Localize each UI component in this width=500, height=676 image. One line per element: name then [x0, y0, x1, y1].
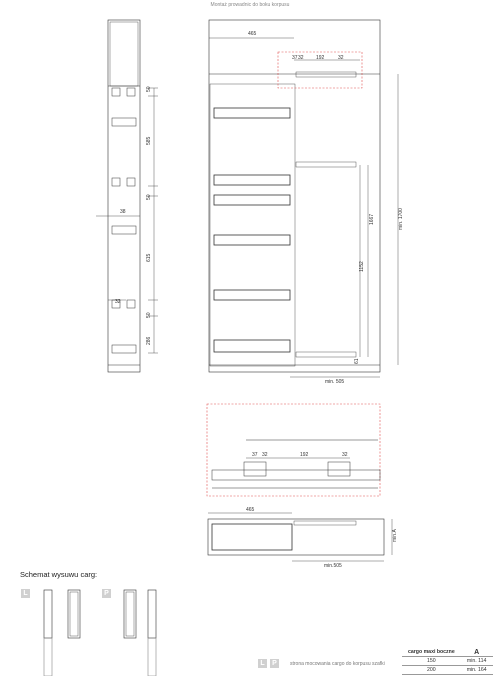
- side-dim-2: 37: [292, 55, 298, 61]
- schemat-diagram: [44, 590, 156, 676]
- front-dim-7: 50: [146, 312, 152, 318]
- schemat-right-badge: P: [102, 589, 111, 598]
- detail-frame: [207, 404, 380, 496]
- legend-badge-p: P: [270, 659, 279, 668]
- table-cell: 150: [402, 657, 461, 666]
- schemat-title: Schemat wysuwu carg:: [20, 570, 98, 579]
- top-dim-1: 465: [246, 507, 255, 513]
- side-dim-8: min. 1700: [398, 208, 404, 230]
- table-row: [402, 666, 493, 675]
- top-dim-3: min.505: [324, 563, 342, 569]
- schemat-left-badge: L: [21, 589, 30, 598]
- side-dim-5: 32: [338, 55, 344, 61]
- front-dim-2: 585: [146, 136, 152, 145]
- table-header-a: A: [461, 648, 493, 657]
- side-dim-10: min. 505: [325, 379, 345, 385]
- side-dim-1: 465: [248, 31, 257, 37]
- front-dim-8: 286: [146, 336, 152, 345]
- front-dim-3: 50: [146, 194, 152, 200]
- top-view: [208, 513, 392, 561]
- side-dim-4: 192: [316, 55, 325, 61]
- table-cell: min. 114: [461, 657, 493, 666]
- detail-view: [212, 440, 380, 488]
- table-cell: min. 164: [461, 666, 493, 675]
- table-cell: 200: [402, 666, 461, 675]
- drawing-title: Montaż prowadnic do boku korpusu: [210, 2, 290, 8]
- legend-badge-l: L: [258, 659, 267, 668]
- table-row: [402, 657, 493, 666]
- front-dim-5: 615: [146, 253, 152, 262]
- front-dim-4: 38: [120, 209, 126, 215]
- side-dim-6: 1667: [369, 213, 375, 225]
- table-header-cargo: cargo maxi boczne: [402, 648, 461, 657]
- front-dim-1: 50: [146, 86, 152, 92]
- side-dim-9: 61: [354, 358, 360, 364]
- side-dim-3: 32: [298, 55, 304, 61]
- detail-dim-1: 37: [252, 452, 258, 458]
- table-header-row: [402, 648, 493, 657]
- top-dim-2: min.A: [392, 529, 398, 542]
- side-dim-7: 1152: [359, 261, 365, 272]
- detail-dim-2: 32: [262, 452, 268, 458]
- detail-dim-3: 192: [300, 452, 309, 458]
- detail-dim-4: 32: [342, 452, 348, 458]
- cargo-table: [402, 648, 493, 675]
- legend-text: strona mocowania cargo do korpusu szafki: [290, 661, 385, 667]
- front-dim-6: 32: [115, 299, 121, 305]
- side-view: [209, 20, 398, 377]
